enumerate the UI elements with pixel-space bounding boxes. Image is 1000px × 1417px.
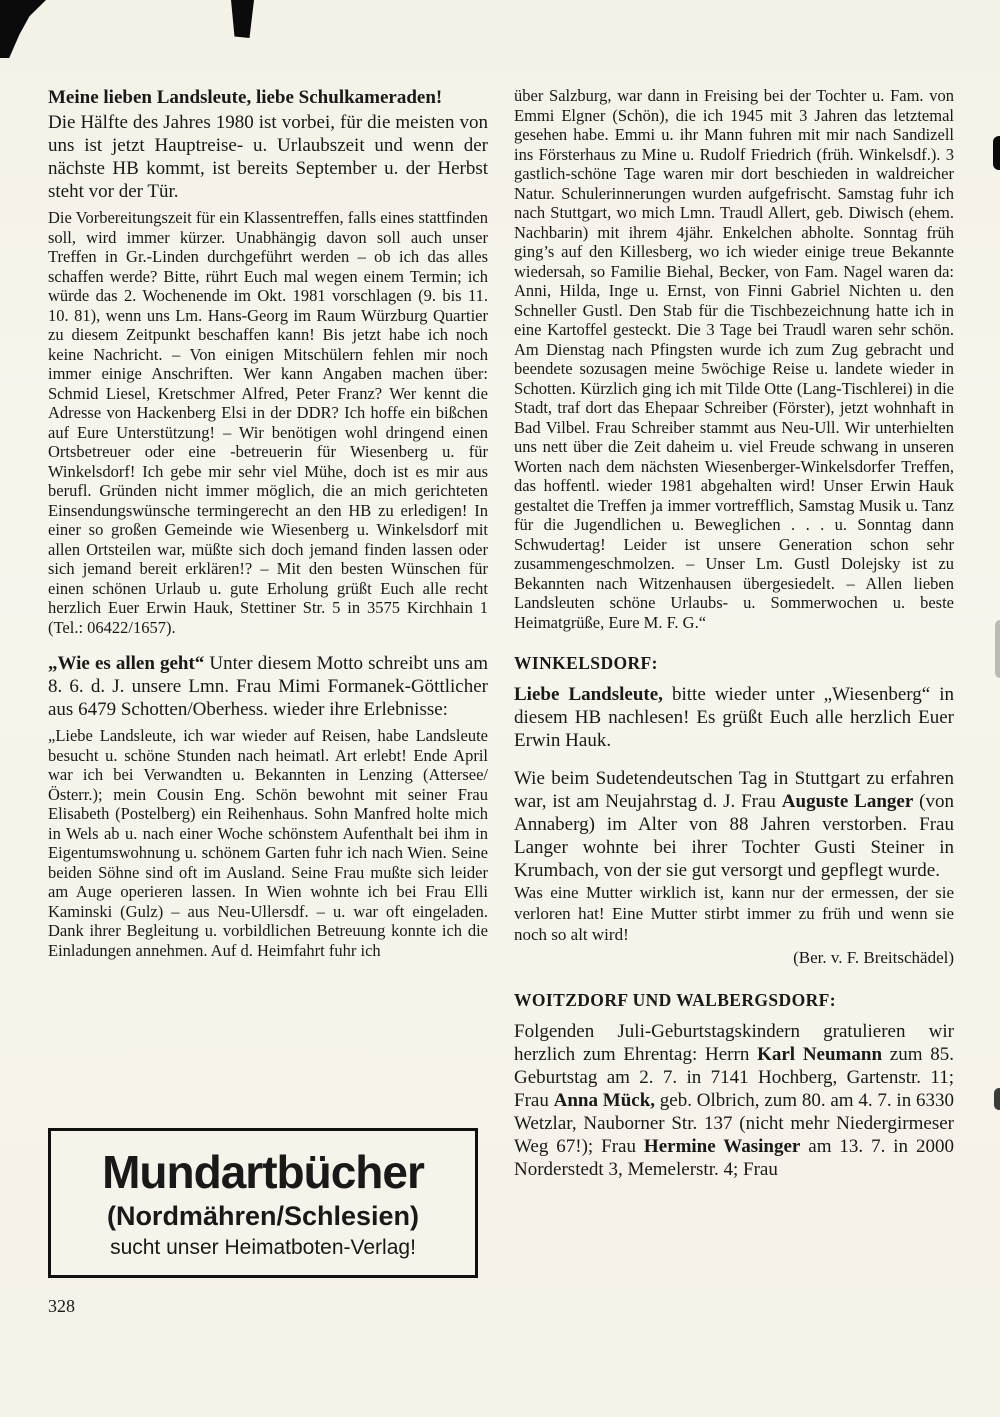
section-heading-winkelsdorf: WINKELSDORF: (514, 653, 658, 673)
two-column-layout (48, 86, 954, 1181)
birthday-text-run: Folgenden Juli-Geburtstagskindern gratulieren wir herzlich zum Ehrentag: Herrn (514, 1021, 954, 1065)
scan-artifact-right-mark-2 (994, 1088, 1000, 1110)
ad-tagline: sucht unser Heimatboten-Verlag! (110, 1236, 416, 1259)
obituary-text-run-2: (von Annaberg) im Alter von 88 Jahren verstorben. Frau Langer wohnte bei ihrer Tochter Gusti Steiner in Krumbach, von der sie gut versorgt und gepflegt wurde. (514, 791, 955, 881)
bold-name-karl-neumann: Karl Neumann (757, 1044, 883, 1065)
bold-name-auguste-langer: Auguste Langer (781, 791, 914, 812)
greeting-heading: Meine lieben Landsleute, liebe Schulkameraden! (48, 87, 443, 108)
obituary-byline: (Ber. v. F. Breitschädel) (793, 948, 954, 967)
obituary-note-paragraph: Was eine Mutter wirklich ist, kann nur der ermessen, der sie verloren hat! Eine Mutter stirbt immer zu früh und wenn sie noch so alt wird! (514, 883, 954, 944)
birthday-text-run-2: zum 85. Geburtstag am 2. 7. in 7141 Hochberg, Gartenstr. 11; Frau (514, 1044, 955, 1111)
greeting-intro-paragraph: Die Hälfte des Jahres 1980 ist vorbei, für die meisten von uns ist jetzt Hauptreise- u. Urlaubszeit und wenn der nächste HB kommt, ist bereits September u. der Herbst steht vor der Tür. (48, 112, 488, 202)
scan-artifact-corner (0, 0, 46, 58)
motto-text-run: Unter diesem Motto schreibt uns am 8. 6. d. J. unsere Lmn. Frau Mimi Formanek-Göttlicher aus 6479 Schotten/Oberhess. wieder ihre Erlebnisse: (48, 653, 488, 720)
travel-continuation-paragraph: über Salzburg, war dann in Freising bei der Tochter u. Fam. von Emmi Elgner (Schön), die ich 1945 mit 3 Jahren das letztemal gesehen habe. Emmi u. ihr Mann fuhren mit mir nach Sandizell ins Försterhaus zu Mine u. Rudolf Friedrich (früh. Winkelsdf.). 3 gastlich-schöne Tage waren mir dort beschieden in waldreicher Natur. Schulerinnerungen wurden aufgefrischt. Samstag fuhr ich nach Stuttgart, wo mich Lmn. Traudl Allert, geb. Diwisch (ehem. Nachbarin) mit ihrem 4jähr. Enkelchen abholte. Sonntag früh ging’s auf den Killesberg, wo ich wieder einige treue Bekannte wiedersah, so Familie Biehal, Becker, von Fam. Nagel waren da: Anni, Hilda, Inge u. Ernst, von Finni Gabriel Nichten u. den Schneller Gustl. Den Stab für die Tischbezeichnung hatte ich in eine Kartoffel gesteckt. Die 3 Tage bei Traudl waren sehr schön. Am Dienstag nach Pfingsten wurde ich zum Zug gebracht und beendete sozusagen meine 5wöchige Reise u. landete wieder in Schotten. Kürzlich ging ich mit Tilde Otte (Lang-Tischlerei) in die Stadt, traf dort das Ehepaar Schreiber (Förster), jetzt wohnhaft in Bad Vilbel. Frau Schreiber stammt aus Neu-Ull. Wir unterhielten uns nett über die Zeit daheim u. viel Freude schwang in unseren Worten nach dem nächsten Wiesenberger-Winkelsdorfer Treffen, das hoffentl. wieder 1981 abgehalten wird! Unser Erwin Hauk gestaltet die Treffen ja immer vortrefflich, Samstag Musik u. Tanz für die Jugendlichen u. Beweglichen . . . u. Sonntag dann Schwudertag! Leider ist unsere Generation schon sehr zusammengeschmolzen. – Unser Lm. Gustl Dolejsky ist zu Bekannten nach Witzenhausen übergesiedelt. – Allen lieben Landsleuten schöne Urlaubs- u. Sommerwochen u. beste Heimatgrüße, Eure M. F. G.“ (514, 86, 954, 632)
bold-salutation: Liebe Landsleute, (514, 684, 663, 705)
ad-title: Mundartbücher (102, 1146, 424, 1198)
greeting-body-paragraph: Die Vorbereitungszeit für ein Klassentreffen, falls eines stattfinden soll, wird immer kürzer. Unabhängig davon soll auch unser Treffen in Gr.-Linden durchgeführt werden – ob ich das alles schaffen werde? Bitte, rührt Euch mal wegen einem Termin; ich würde das 2. Wochenende im Okt. 1981 vorschlagen (9. bis 11. 10. 81), wenn uns Lm. Hans-Georg im Raum Würzburg Quartier zu diesem Zeitpunkt beschaffen kann! Bis jetzt habe ich noch keine Nachricht. – Von einigen Mitschülern fehlen mir noch immer einige Anschriften. Wer kann Angaben machen über: Schmid Liesel, Kretschmer Alfred, Peter Franz? Wer kennt die Adresse von Hackenberg Elsi in der DDR? Ich hoffe ein bißchen auf Eure Unterstützung! – Wir benötigen wohl dringend einen Ortsbetreuer oder eine -betreuerin für Wiesenberg u. für Winkelsdorf! Ich gebe mir sehr viel Mühe, doch ist es mir aus berufl. Gründen nicht immer möglich, die an mich gerichteten Einsendungswünsche termingerecht an den HB zu erledigen! In einer so großen Gemeinde wie Wiesenberg u. Winkelsdorf mit allen Ortsteilen war, müßte sich doch jemand finden lassen oder sich jemand bereit erklären!? – Mit den besten Wünschen für einen schönen Urlaub u. gute Erholung grüßt Euch alle recht herzlich Euer Erwin Hauk, Stettiner Str. 5 in 3575 Kirchhain 1 (Tel.: 06422/1657). (48, 208, 488, 637)
right-column (514, 86, 954, 1181)
obituary-text-run: Wie beim Sudetendeutschen Tag in Stuttgart zu erfahren war, ist am Neujahrstag d. J. Frau (514, 768, 954, 812)
scan-artifact-right-smudge (995, 620, 1000, 678)
ad-box (48, 1128, 478, 1278)
travel-report-paragraph: „Liebe Landsleute, ich war wieder auf Reisen, habe Landsleute besucht u. schöne Stunden nach heimatl. Art erlebt! Ende April war ich bei Verwandten u. Bekannten in Lenzing (Attersee/Österr.); mein Cousin Eng. Schön bewohnt mit seiner Frau Elisabeth (Postelberg) ein Reihenhaus. Sohn Manfred holte mich in Wels ab u. nach einer Woche schönstem Aufenthalt bei ihm in Eigentumswohnung u. schönem Garten fuhr ich nach Wien. Seine beiden Söhne sind oft im Ausland. Seine Frau mußte sich leider am Auge operieren lassen. In Wien wohnte ich bei Frau Elli Kaminski (Gulz) – aus Neu-Ullersdf. – u. war oft eingeladen. Dank ihrer Begleitung u. vorbildlichen Betreuung konnte ich die Einladungen annehmen. Auf d. Heimfahrt fuhr ich (48, 726, 488, 960)
birthday-text-run-3: geb. Olbrich, zum 80. am 4. 7. in 6330 Wetzlar, Nauborner Str. 137 (nicht mehr Niedergirmeser Weg 67!); Frau (514, 1090, 954, 1157)
birthday-greetings-paragraph (514, 1020, 954, 1181)
ad-subtitle: (Nordmähren/Schlesien) (106, 1201, 420, 1231)
page-number: 328 (48, 1296, 75, 1316)
scan-artifact-right-mark (993, 136, 1000, 170)
birthday-text-run-4: am 13. 7. in 2000 Norderstedt 3, Memelerstr. 4; Frau (514, 1136, 954, 1180)
motto-paragraph (48, 652, 488, 721)
section-heading-woitzdorf: WOITZDORF UND WALBERGSDORF: (514, 990, 836, 1010)
left-column (48, 86, 488, 1181)
motto-title: „Wie es allen geht“ (48, 653, 205, 674)
bold-name-anna-mueck: Anna Mück, (553, 1090, 656, 1111)
bold-name-hermine-wasinger: Hermine Wasinger (643, 1136, 801, 1157)
notice-text-run: bitte wieder unter „Wiesenberg“ in diesem HB nachlesen! Es grüßt Euch alle herzlich Euer Erwin Hauk. (514, 684, 954, 751)
scan-artifact-top-mark (229, 0, 254, 38)
winkelsdorf-notice-paragraph (514, 683, 954, 752)
obituary-paragraph (514, 767, 954, 882)
